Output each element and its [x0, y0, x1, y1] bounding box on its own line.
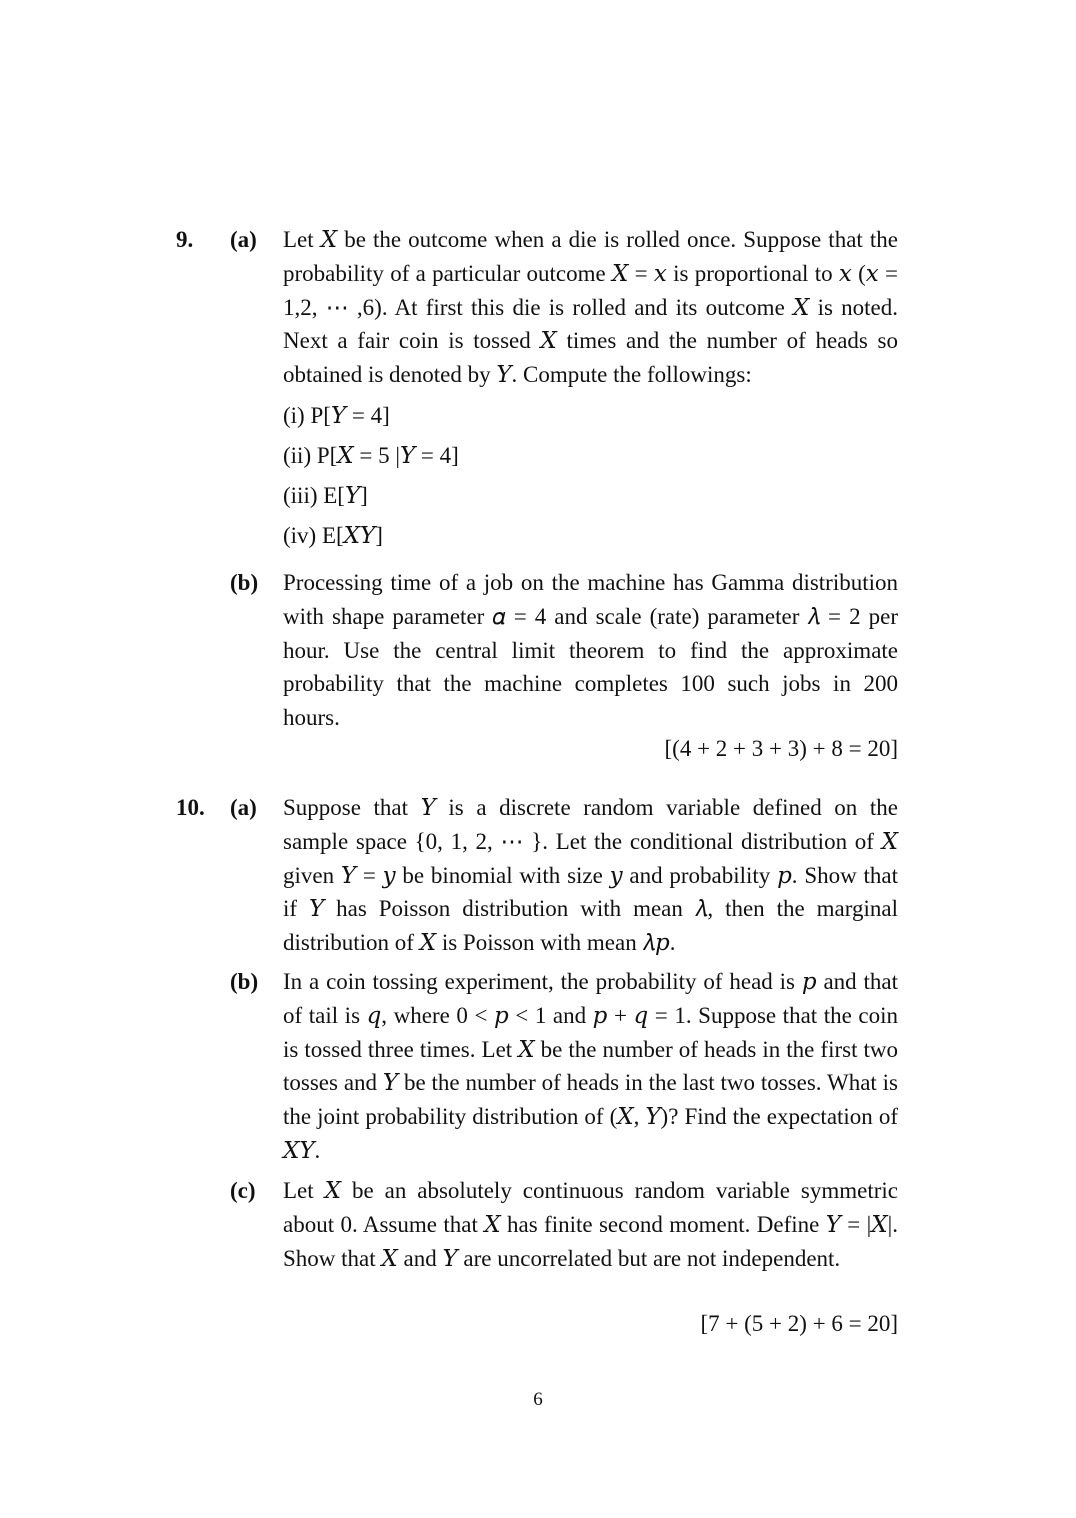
question-9a-subitem-ii: (ii) P[𝑋 = 5 |𝑌 = 4]: [283, 443, 459, 468]
question-10c-text: Let 𝑋 be an absolutely continuous random variable symmetric about 0. Assume that 𝑋 has finite second moment. Define 𝑌 = |𝑋|. Show that 𝑋 and 𝑌 are uncorrelated but are not independent.: [283, 1178, 898, 1271]
question-10c-label: (c): [230, 1178, 256, 1203]
question-9b-text: Processing time of a job on the machine has Gamma distribution with shape parameter 𝛼 = 4 and scale (rate) parameter 𝜆 = 2 per hour. Use the central limit theorem to find the approximate probability that the machine completes 100 such jobs in 200 hours.: [283, 570, 898, 731]
question-9a-subitem-i: (i) P[𝑌 = 4]: [283, 403, 390, 428]
question-9b-label: (b): [230, 570, 259, 595]
question-10a-text: Suppose that 𝑌 is a discrete random variable defined on the sample space {0, 1, 2, ⋯ }. Let the conditional distribution of 𝑋 given 𝑌 = 𝑦 be binomial with size 𝑦 and probability 𝑝. Show that if 𝑌 has Poisson distribution with mean 𝜆, then the marginal distribution of 𝑋 is Poisson with mean 𝜆𝑝.: [283, 795, 898, 956]
question-10a-label: (a): [230, 795, 257, 820]
question-9a-subitem-iii: (iii) E[𝑌]: [283, 483, 368, 508]
question-10-number: 10.: [176, 795, 205, 820]
question-9a-subitem-iv: (iv) E[𝑋𝑌]: [283, 523, 383, 548]
question-9a-text: Let 𝑋 be the outcome when a die is rolled once. Suppose that the probability of a particular outcome 𝑋 = 𝑥 is proportional to 𝑥 (𝑥 = 1,2, ⋯ ,6). At first this die is rolled and its outcome 𝑋 is noted. Next a fair coin is tossed 𝑋 times and the number of heads so obtained is denoted by 𝑌. Compute the followings:: [283, 227, 898, 388]
page-number: 6: [533, 1389, 543, 1410]
question-9a-label: (a): [230, 227, 257, 252]
question-10b-label: (b): [230, 969, 259, 994]
question-10-marks: [7 + (5 + 2) + 6 = 20]: [700, 1311, 898, 1336]
question-9-marks: [(4 + 2 + 3 + 3) + 8 = 20]: [664, 736, 898, 761]
question-10b-text: In a coin tossing experiment, the probability of head is 𝑝 and that of tail is 𝑞, where 0 < 𝑝 < 1 and 𝑝 + 𝑞 = 1. Suppose that the coin is tossed three times. Let 𝑋 be the number of heads in the first two tosses and 𝑌 be the number of heads in the last two tosses. What is the joint probability distribution of (𝑋, 𝑌)? Find the expectation of 𝑋𝑌.: [283, 969, 898, 1163]
question-9-number: 9.: [176, 227, 194, 252]
